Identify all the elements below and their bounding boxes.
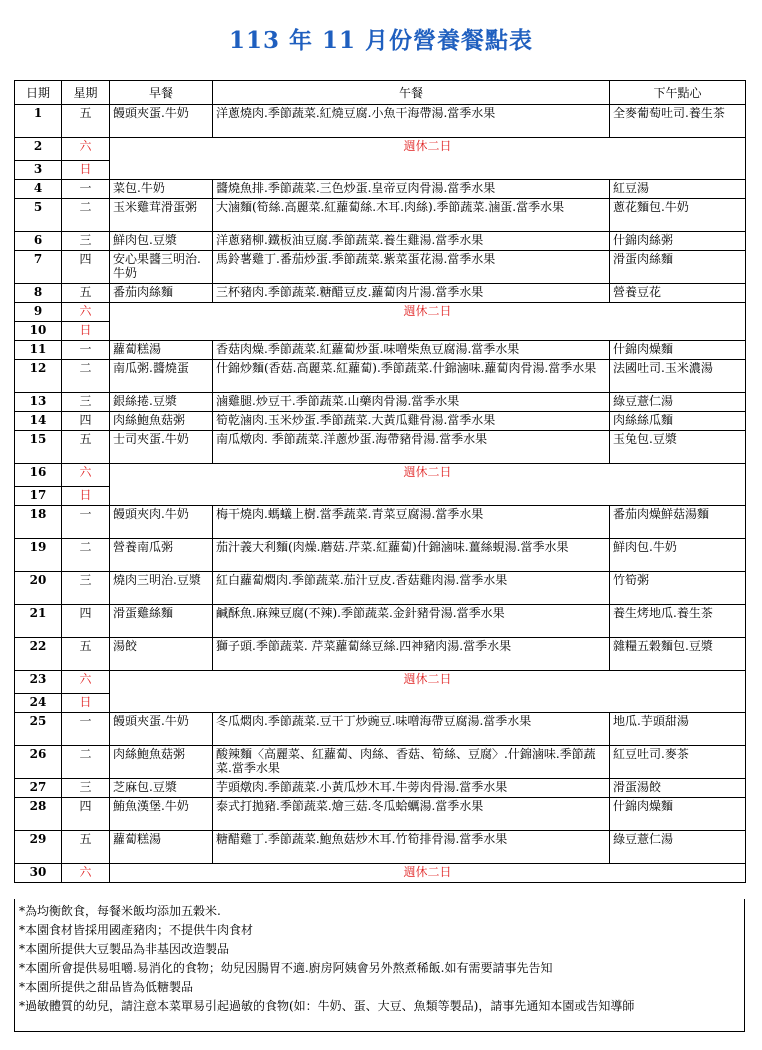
weekday-cell: 五 xyxy=(62,105,110,138)
lunch-cell: 糖醋雞丁.季節蔬菜.鮑魚菇炒木耳.竹筍排骨湯.當季水果 xyxy=(213,831,610,864)
weekday-cell: 日 xyxy=(62,694,110,713)
lunch-cell: 什錦炒麵(香菇.高麗菜.紅蘿蔔).季節蔬菜.什錦滷味.蘿蔔肉骨湯.當季水果 xyxy=(213,360,610,393)
breakfast-cell: 鮮肉包.豆漿 xyxy=(110,232,213,251)
notes-box xyxy=(14,899,745,1032)
weekday-cell: 三 xyxy=(62,393,110,412)
table-row xyxy=(15,605,746,638)
date-cell: 9 xyxy=(15,303,62,322)
note-line: *本園所會提供易咀嚼.易消化的食物；幼兒因腸胃不適.廚房阿姨會另外熬煮稀飯.如有需要請事先告知 xyxy=(19,961,553,975)
date-cell: 7 xyxy=(15,251,62,284)
breakfast-cell: 蘿蔔糕湯 xyxy=(110,341,213,360)
table-row xyxy=(15,864,746,883)
breakfast-cell: 士司夾蛋.牛奶 xyxy=(110,431,213,464)
note-line: *本園所提供大豆製品為非基因改造製品 xyxy=(19,942,230,956)
page-title: 113 年 11 月份營養餐點表 xyxy=(228,27,534,54)
snack-cell: 什錦肉燥麵 xyxy=(610,798,746,831)
weekday-cell: 一 xyxy=(62,180,110,199)
lunch-cell: 梅干燒肉.螞蟻上樹.當季蔬菜.青菜豆腐湯.當季水果 xyxy=(213,506,610,539)
table-row xyxy=(15,232,746,251)
table-row xyxy=(15,638,746,671)
date-cell: 5 xyxy=(15,199,62,232)
snack-cell: 紅豆湯 xyxy=(610,180,746,199)
table-row xyxy=(15,464,746,487)
breakfast-cell: 肉絲鮑魚菇粥 xyxy=(110,412,213,431)
weekday-cell: 五 xyxy=(62,284,110,303)
weekend-holiday-cell: 週休二日 xyxy=(110,864,746,883)
weekday-cell: 六 xyxy=(62,864,110,883)
breakfast-cell: 南瓜粥.醬燒蛋 xyxy=(110,360,213,393)
breakfast-cell: 番茄肉絲麵 xyxy=(110,284,213,303)
table-row xyxy=(15,779,746,798)
lunch-cell: 洋蔥豬柳.鐵板油豆腐.季節蔬菜.養生雞湯.當季水果 xyxy=(213,232,610,251)
weekday-cell: 五 xyxy=(62,831,110,864)
weekday-cell: 六 xyxy=(62,303,110,322)
date-cell: 1 xyxy=(15,105,62,138)
date-cell: 27 xyxy=(15,779,62,798)
snack-cell: 法國吐司.玉米濃湯 xyxy=(610,360,746,393)
breakfast-cell: 肉絲鮑魚菇粥 xyxy=(110,746,213,779)
date-cell: 17 xyxy=(15,487,62,506)
meal-schedule-table xyxy=(14,80,746,883)
weekday-cell: 三 xyxy=(62,572,110,605)
date-cell: 25 xyxy=(15,713,62,746)
weekday-cell: 六 xyxy=(62,138,110,161)
table-row xyxy=(15,539,746,572)
weekday-cell: 四 xyxy=(62,412,110,431)
date-cell: 18 xyxy=(15,506,62,539)
weekday-cell: 一 xyxy=(62,341,110,360)
breakfast-cell: 玉米雞茸滑蛋粥 xyxy=(110,199,213,232)
lunch-cell: 鹹酥魚.麻辣豆腐(不辣).季節蔬菜.金針豬骨湯.當季水果 xyxy=(213,605,610,638)
breakfast-cell: 滑蛋雞絲麵 xyxy=(110,605,213,638)
snack-cell: 地瓜.芋頭甜湯 xyxy=(610,713,746,746)
snack-cell: 滑蛋肉絲麵 xyxy=(610,251,746,284)
weekday-cell: 日 xyxy=(62,487,110,506)
menu-body xyxy=(15,105,746,883)
date-cell: 29 xyxy=(15,831,62,864)
lunch-cell: 獅子頭.季節蔬菜. 芹菜蘿蔔絲豆絲.四神豬肉湯.當季水果 xyxy=(213,638,610,671)
date-cell: 13 xyxy=(15,393,62,412)
date-cell: 2 xyxy=(15,138,62,161)
date-cell: 24 xyxy=(15,694,62,713)
table-row xyxy=(15,393,746,412)
header-lunch: 午餐 xyxy=(213,81,610,105)
table-row xyxy=(15,360,746,393)
weekday-cell: 五 xyxy=(62,431,110,464)
snack-cell: 什錦肉燥麵 xyxy=(610,341,746,360)
breakfast-cell: 饅頭夾肉.牛奶 xyxy=(110,506,213,539)
lunch-cell: 馬鈴薯雞丁.番茄炒蛋.季節蔬菜.紫菜蛋花湯.當季水果 xyxy=(213,251,610,284)
weekend-holiday-cell: 週休二日 xyxy=(110,464,746,506)
date-cell: 22 xyxy=(15,638,62,671)
date-cell: 4 xyxy=(15,180,62,199)
lunch-cell: 筍乾滷肉.玉米炒蛋.季節蔬菜.大黃瓜雞骨湯.當季水果 xyxy=(213,412,610,431)
breakfast-cell: 芝麻包.豆漿 xyxy=(110,779,213,798)
weekday-cell: 二 xyxy=(62,199,110,232)
weekend-holiday-cell: 週休二日 xyxy=(110,671,746,713)
weekend-holiday-cell: 週休二日 xyxy=(110,303,746,341)
date-cell: 15 xyxy=(15,431,62,464)
weekend-holiday-cell: 週休二日 xyxy=(110,138,746,180)
lunch-cell: 香菇肉燥.季節蔬菜.紅蘿蔔炒蛋.味噌柴魚豆腐湯.當季水果 xyxy=(213,341,610,360)
note-line: *過敏體質的幼兒，請注意本菜單易引起過敏的食物(如：牛奶、蛋、大豆、魚類等製品)，請事先通知本園或告知導師 xyxy=(19,999,635,1013)
lunch-cell: 酸辣麵〈高麗菜、紅蘿蔔、肉絲、香菇、筍絲、豆腐〉.什錦滷味.季節蔬菜.當季水果 xyxy=(213,746,610,779)
header-row xyxy=(15,81,746,105)
header-snack: 下午點心 xyxy=(610,81,746,105)
lunch-cell: 紅白蘿蔔燜肉.季節蔬菜.茄汁豆皮.香菇雞肉湯.當季水果 xyxy=(213,572,610,605)
weekday-cell: 日 xyxy=(62,161,110,180)
table-row xyxy=(15,506,746,539)
snack-cell: 番茄肉燥鮮菇湯麵 xyxy=(610,506,746,539)
snack-cell: 綠豆薏仁湯 xyxy=(610,393,746,412)
weekday-cell: 四 xyxy=(62,605,110,638)
breakfast-cell: 湯餃 xyxy=(110,638,213,671)
date-cell: 20 xyxy=(15,572,62,605)
table-row xyxy=(15,798,746,831)
date-cell: 23 xyxy=(15,671,62,694)
snack-cell: 紅豆吐司.麥茶 xyxy=(610,746,746,779)
note-line: *本園食材皆採用國產豬肉；不提供牛肉食材 xyxy=(19,923,254,937)
date-cell: 21 xyxy=(15,605,62,638)
snack-cell: 鮮肉包.牛奶 xyxy=(610,539,746,572)
snack-cell: 全麥葡萄吐司.養生茶 xyxy=(610,105,746,138)
weekday-cell: 四 xyxy=(62,798,110,831)
table-row xyxy=(15,199,746,232)
date-cell: 10 xyxy=(15,322,62,341)
snack-cell: 肉絲絲瓜麵 xyxy=(610,412,746,431)
lunch-cell: 冬瓜燜肉.季節蔬菜.豆干丁炒豌豆.味噌海帶豆腐湯.當季水果 xyxy=(213,713,610,746)
date-cell: 6 xyxy=(15,232,62,251)
lunch-cell: 洋蔥燒肉.季節蔬菜.紅燒豆腐.小魚干海帶湯.當季水果 xyxy=(213,105,610,138)
table-row xyxy=(15,284,746,303)
breakfast-cell: 銀絲捲.豆漿 xyxy=(110,393,213,412)
breakfast-cell: 燒肉三明治.豆漿 xyxy=(110,572,213,605)
lunch-cell: 南瓜燉肉. 季節蔬菜.洋蔥炒蛋.海帶豬骨湯.當季水果 xyxy=(213,431,610,464)
header-breakfast: 早餐 xyxy=(110,81,213,105)
breakfast-cell: 鮪魚漢堡.牛奶 xyxy=(110,798,213,831)
date-cell: 3 xyxy=(15,161,62,180)
weekday-cell: 日 xyxy=(62,322,110,341)
table-row xyxy=(15,105,746,138)
weekday-cell: 二 xyxy=(62,746,110,779)
lunch-cell: 大滷麵(筍絲.高麗菜.紅蘿蔔絲.木耳.肉絲).季節蔬菜.滷蛋.當季水果 xyxy=(213,199,610,232)
date-cell: 16 xyxy=(15,464,62,487)
table-row xyxy=(15,746,746,779)
header-dow: 星期 xyxy=(62,81,110,105)
note-line: *為均衡飲食，每餐米飯均添加五穀米. xyxy=(19,904,221,918)
date-cell: 28 xyxy=(15,798,62,831)
snack-cell: 什錦肉絲粥 xyxy=(610,232,746,251)
breakfast-cell: 饅頭夾蛋.牛奶 xyxy=(110,105,213,138)
date-cell: 12 xyxy=(15,360,62,393)
table-row xyxy=(15,671,746,694)
weekday-cell: 六 xyxy=(62,464,110,487)
table-row xyxy=(15,412,746,431)
table-row xyxy=(15,251,746,284)
snack-cell: 養生烤地瓜.養生茶 xyxy=(610,605,746,638)
date-cell: 30 xyxy=(15,864,62,883)
breakfast-cell: 饅頭夾蛋.牛奶 xyxy=(110,713,213,746)
date-cell: 11 xyxy=(15,341,62,360)
breakfast-cell: 菜包.牛奶 xyxy=(110,180,213,199)
weekday-cell: 三 xyxy=(62,232,110,251)
lunch-cell: 三杯豬肉.季節蔬菜.糖醋豆皮.蘿蔔肉片湯.當季水果 xyxy=(213,284,610,303)
weekday-cell: 三 xyxy=(62,779,110,798)
table-row xyxy=(15,431,746,464)
lunch-cell: 醬燒魚排.季節蔬菜.三色炒蛋.皇帝豆肉骨湯.當季水果 xyxy=(213,180,610,199)
snack-cell: 竹筍粥 xyxy=(610,572,746,605)
table-row xyxy=(15,303,746,322)
table-row xyxy=(15,180,746,199)
table-row xyxy=(15,572,746,605)
date-cell: 8 xyxy=(15,284,62,303)
table-row xyxy=(15,138,746,161)
weekday-cell: 四 xyxy=(62,251,110,284)
breakfast-cell: 營養南瓜粥 xyxy=(110,539,213,572)
table-row xyxy=(15,713,746,746)
lunch-cell: 芋頭燉肉.季節蔬菜.小黃瓜炒木耳.牛蒡肉骨湯.當季水果 xyxy=(213,779,610,798)
snack-cell: 綠豆薏仁湯 xyxy=(610,831,746,864)
weekday-cell: 六 xyxy=(62,671,110,694)
weekday-cell: 二 xyxy=(62,360,110,393)
weekday-cell: 一 xyxy=(62,713,110,746)
date-cell: 14 xyxy=(15,412,62,431)
header-date: 日期 xyxy=(15,81,62,105)
snack-cell: 滑蛋湯餃 xyxy=(610,779,746,798)
weekday-cell: 二 xyxy=(62,539,110,572)
lunch-cell: 滷雞腿.炒豆干.季節蔬菜.山藥肉骨湯.當季水果 xyxy=(213,393,610,412)
table-row xyxy=(15,341,746,360)
weekday-cell: 一 xyxy=(62,506,110,539)
table-row xyxy=(15,831,746,864)
breakfast-cell: 蘿蔔糕湯 xyxy=(110,831,213,864)
note-line: *本園所提供之甜品皆為低糖製品 xyxy=(19,980,194,994)
weekday-cell: 五 xyxy=(62,638,110,671)
breakfast-cell: 安心果醬三明治.牛奶 xyxy=(110,251,213,284)
lunch-cell: 茄汁義大利麵(肉燥.蘑菇.芹菜.紅蘿蔔)什錦滷味.薑絲蜆湯.當季水果 xyxy=(213,539,610,572)
snack-cell: 蔥花麵包.牛奶 xyxy=(610,199,746,232)
lunch-cell: 泰式打拋豬.季節蔬菜.燴三菇.冬瓜蛤蠣湯.當季水果 xyxy=(213,798,610,831)
snack-cell: 雜糧五穀麵包.豆漿 xyxy=(610,638,746,671)
date-cell: 26 xyxy=(15,746,62,779)
date-cell: 19 xyxy=(15,539,62,572)
snack-cell: 營養豆花 xyxy=(610,284,746,303)
snack-cell: 玉兔包.豆漿 xyxy=(610,431,746,464)
